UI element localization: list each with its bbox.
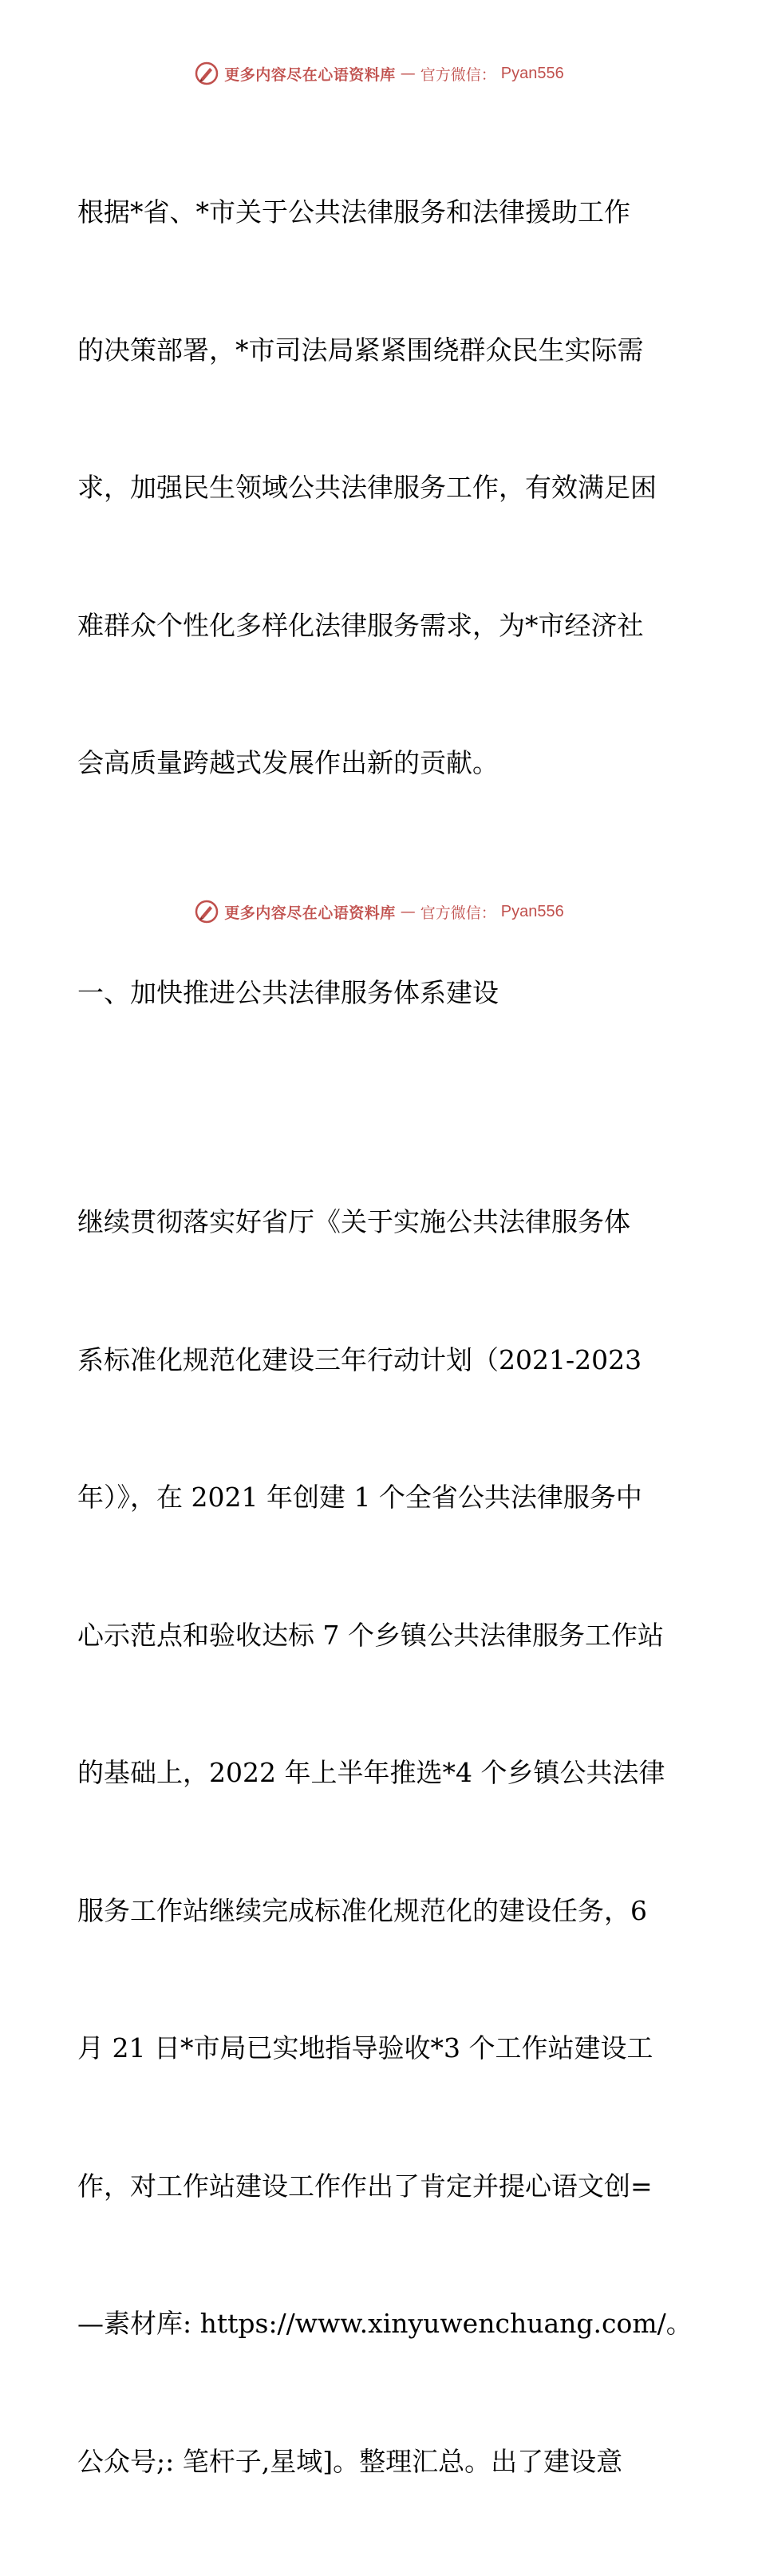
watermark-dash: — (400, 903, 416, 920)
brand-logo-icon (194, 61, 219, 86)
paragraph-body (77, 1107, 693, 2576)
brand-logo-icon (194, 899, 219, 924)
text-line: 继续贯彻落实好省厅《关于实施公共法律服务体 (77, 1206, 630, 1237)
header-watermark (0, 57, 758, 89)
text-line: 会高质量跨越式发展作出新的贡献。 (77, 747, 499, 778)
watermark-wechat-id: Pyan556 (500, 902, 564, 920)
document-body (77, 97, 693, 2576)
watermark-official: 官方微信： (420, 65, 496, 84)
text-line: 难群众个性化多样化法律服务需求，为*市经济社 (77, 609, 644, 641)
text-line: 求，加强民生领域公共法律服务工作，有效满足困 (77, 472, 657, 503)
watermark-official: 官方微信： (420, 904, 496, 922)
paragraph-intro (77, 97, 684, 878)
text-line: 心示范点和验收达标 7 个乡镇公共法律服务工作站 (77, 1619, 664, 1651)
text-line: 年）》，在 2021 年创建 1 个全省公共法律服务中 (77, 1482, 642, 1513)
heading-line: 一、加快推进公共法律服务体系建设 (77, 976, 499, 1008)
text-line: 系标准化规范化建设三年行动计划（2021-2023 (77, 1343, 642, 1375)
watermark-brand: 更多内容尽在心语资料库 (224, 904, 396, 922)
text-line: 公众号;: 笔杆子,星域]。整理汇总。出了建设意 (77, 2445, 623, 2477)
watermark-wechat-id: Pyan556 (500, 64, 564, 82)
text-line: 服务工作站继续完成标准化规范化的建设任务，6 (77, 1894, 647, 1926)
text-line: —素材库: https://www.xinyuwenchuang.com/。 (77, 2308, 693, 2339)
text-line: 作，对工作站建设工作作出了肯定并提心语文创= (77, 2170, 653, 2202)
footer-watermark (0, 896, 758, 928)
watermark-dash: — (400, 65, 416, 82)
text-line: 根据*省、*市关于公共法律服务和法律援助工作 (77, 196, 630, 228)
text-line: 月 21 日*市局已实地指导验收*3 个工作站建设工 (77, 2032, 653, 2064)
text-line: 的基础上，2022 年上半年推选*4 个乡镇公共法律 (77, 1757, 665, 1788)
text-line: 的决策部署，*市司法局紧紧围绕群众民生实际需 (77, 334, 644, 366)
watermark-brand: 更多内容尽在心语资料库 (224, 65, 396, 84)
